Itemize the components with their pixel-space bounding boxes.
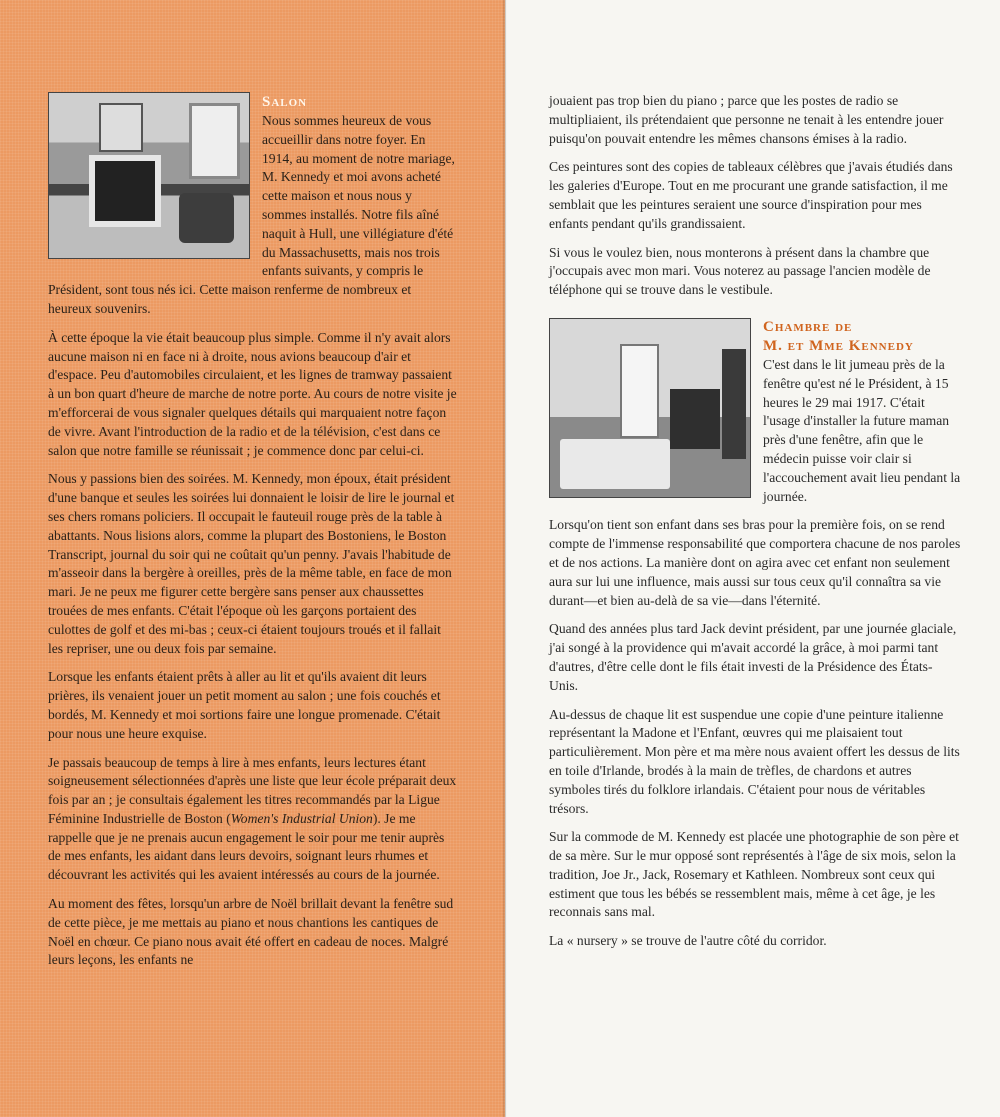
right-paragraph: Sur la commode de M. Kennedy est placée une photographie de son père et de sa mère. Sur le mur opposé sont représentés à l'âge de six mois, selon la tradition, Joe Jr., Jack, Rosemary et Kathleen. Nombreux sont ceux qui estiment que tous les bébés se ressemblent mais, même à cet âge, je les reconnais sans mal. [549, 829, 959, 920]
left-column [48, 92, 458, 980]
right-paragraph-nursery: La « nursery » se trouve de l'autre côté du corridor. [549, 933, 827, 949]
chambre-heading-line2: M. et Mme Kennedy [763, 337, 914, 354]
page-fold [503, 0, 507, 1117]
women-union-post: ). Je me rappelle que je ne prenais aucun engagement le soir pour me tenir auprès de mes enfants, les aidant dans leurs devoirs, soignant leurs rhumes et découvrant les activités qui les avaient intéressés au cours de la journée. [48, 810, 445, 883]
women-union-pre: Je passais beaucoup de temps à lire à mes enfants, leurs lectures étant soigneusement sélectionnées d'après une liste que leur école préparait deux fois par an ; je consultais également les titres recommandés par la Ligue Féminine Industrielle de Boston ( [48, 754, 457, 826]
left-paragraph: À cette époque la vie était beaucoup plus simple. Comme il n'y avait alors aucune maison ni en face ni à droite, nous avions beaucoup d'air et d'espace. Peu d'automobiles circulaient, et les lignes de tramway passaient à un bon quart d'heure de marche de notre porte. Au cours de notre visite je m'efforcerai de vous signaler quelques détails qui marquaient notre façon de vivre. Avant l'introduction de la radio et de la télévision, c'est dans ce salon que notre famille se réunissait ; je commence donc par celui-ci. [48, 329, 457, 458]
right-paragraph: Lorsqu'on tient son enfant dans ses bras pour la première fois, on se rend compte de l'immense responsabilité que comportera chacune de nos paroles et de nos actions. La manière dont on agira avec cet enfant non seulement aura sur lui une influence, mais aussi sur tous ceux qu'il connaîtra sa vie durant—et bien au-delà de sa vie—dans l'éternité. [549, 517, 961, 608]
right-paragraph: Si vous le voulez bien, nous monterons à présent dans la chambre que j'occupais avec mon mari. Vous noterez au passage l'ancien modèle de téléphone qui se trouve dans le vestibule. [549, 244, 931, 298]
left-paragraph: Lorsque les enfants étaient prêts à aller au lit et qu'ils avaient dit leurs prières, ils venaient jouer un petit moment au salon ; une fois couchés et bordés, M. Kennedy et moi sortions faire une longue promenade. C'était pour nous une heure exquise. [48, 669, 441, 741]
salon-heading: Salon [262, 94, 308, 110]
right-paragraph: jouaient pas trop bien du piano ; parce que les postes de radio se multipliaient, ils prétendaient que personne ne tenait à les entendre jouer puisqu'on pouvait entendre les mêmes chansons émises à la radio. [549, 93, 944, 146]
left-paragraph-last: Au moment des fêtes, lorsqu'un arbre de Noël brillait devant la fenêtre sud de cette pièce, je me mettais au piano et nous chantions les cantiques de Noël en chœur. Ce piano nous avait été offert en cadeau de noces. Malgré leurs leçons, les enfants ne [48, 896, 454, 968]
right-paragraph: Ces peintures sont des copies de tableaux célèbres que j'avais étudiés dans les galeries d'Europe. Tout en me procurant une grande satisfaction, il me semblait que les peintures seraient une source d'inspiration pour mes enfants pendant qu'ils grandissaient. [549, 159, 953, 231]
chambre-heading-line1: Chambre de [763, 318, 853, 335]
left-paragraph-women-union [48, 754, 458, 886]
salon-photo [48, 92, 250, 259]
left-paragraph: Nous y passions bien des soirées. M. Kennedy, mon époux, était président d'une banque et seules les soirées lui donnaient le loisir de lire le journal et ses chers romans policiers. Il occupait le fauteuil rouge près de la table à abattants. Nous lisions alors, comme la plupart des Bostoniens, le Boston Transcript, journal du soir qui ne coûtait qu'un penny. J'avais l'habitude de m'asseoir dans la bergère à oreilles, près de la même table, en face de mon mari. Je ne peux me figurer cette bergère sans penser aux chaussettes trouées de mes enfants. C'était l'époque où les garçons portaient des culottes de golf et des mi-bas ; ceux-ci étaient toujours troués et il fallait les repriser, une ou deux fois par semaine. [48, 471, 455, 656]
right-column [549, 92, 961, 961]
women-union-name: Women's Industrial Union [230, 810, 373, 826]
chambre-intro: C'est dans le lit jumeau près de la fenêtre qu'est né le Président, à 15 heures le 29 mai 1917. C'était l'usage d'installer la future maman près d'une fenêtre, afin que le médecin puisse voir clair si l'accouchement avait lieu pendant la journée. [763, 356, 961, 504]
right-paragraph: Au-dessus de chaque lit est suspendue une copie d'une peinture italienne représentant la Madone et l'Enfant, œuvres qui me plaisaient tout particulièrement. Mon père et ma mère nous avaient offert les dessus de lits en toile d'Irlande, brodés à la main de trèfles, de chardons et autres symboles tirés du folklore irlandais. C'étaient pour nous de véritables trésors. [549, 706, 960, 816]
salon-intro: Nous sommes heureux de vous accueillir dans notre foyer. En 1914, au moment de notre mariage, M. Kennedy et moi avons acheté cette maison et nous nous y sommes installés. Notre fils aîné naquit à Hull, une villégiature d'été du Massachusetts, mais nos trois enfants suivants, y compris le Président, sont tous nés ici. Cette maison renferme de nombreux et heureux souvenirs. [48, 113, 455, 316]
chambre-photo [549, 318, 751, 498]
right-paragraph: Quand des années plus tard Jack devint président, par une journée glaciale, j'ai songé à la providence qui m'avait accordé la grâce, à moi parmi tant d'autres, d'être celle dont le fils était investi de la Présidence des États-Unis. [549, 621, 957, 693]
